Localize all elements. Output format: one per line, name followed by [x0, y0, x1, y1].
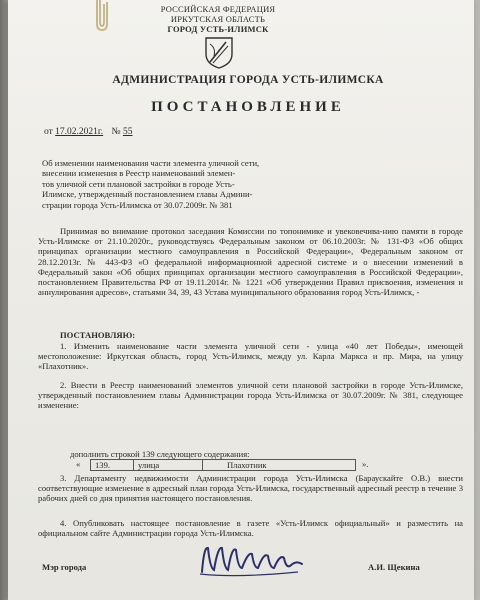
authority-title: АДМИНИСТРАЦИЯ ГОРОДА УСТЬ-ИЛИМСКА	[112, 74, 384, 86]
resolve-heading	[38, 330, 463, 340]
document-number: 55	[122, 127, 133, 137]
row-close-quote: ».	[362, 459, 369, 469]
item-2-sub-text: дополнить строкой 139 следующего содержания:	[70, 449, 250, 459]
number-prefix: №	[111, 127, 121, 137]
date-line	[44, 127, 132, 137]
subject-line: внесении изменения в Реестр наименований элемен-	[42, 168, 236, 179]
paper-clip-icon	[92, 0, 112, 32]
subject-line: Об изменении наименования части элемента уличной сети,	[42, 158, 260, 168]
preamble-text: Принимая во внимание протокол заседания Комиссии по топонимике и увековечива-нию памяти в городе Усть-Илимске от 21.10.2020г., руководствуясь Федеральным законом от 06.10.2003г. № 131-ФЗ «Об общих принципах организации местного самоуправления в Российской Федерации», Федеральным законом от 28.12.2013г. № 443-ФЗ «О федеральной информационной адресной системе и о внесении изменений в Федеральный закон «Об общих принципах организации местного самоуправления в Российской Федерации», постановлением Правительства РФ от 19.11.2014г. № 1221 «Об утверждении Правил присвоения, изменения и аннулирования адресов», статьями 34, 39, 43 Устава муниципального образования город Усть-Илимск, -	[38, 226, 463, 298]
subject-line: тов уличной сети плановой застройки в городе Усть-	[42, 178, 235, 189]
row-open-quote: «	[76, 459, 81, 469]
signatory-title: Мэр города	[42, 562, 87, 572]
preamble-paragraph	[38, 226, 463, 297]
document-type-title: ПОСТАНОВЛЕНИЕ	[151, 99, 345, 115]
table-row	[91, 460, 356, 471]
item-4	[38, 518, 463, 538]
subject-block	[42, 158, 292, 210]
row-name-cell: Плахотник	[203, 460, 356, 471]
item-3	[38, 473, 463, 504]
item-2-subline	[70, 449, 370, 459]
registry-row-table	[90, 459, 356, 471]
header-country: РОССИЙСКАЯ ФЕДЕРАЦИЯ	[160, 4, 276, 14]
subject-line: Илимске, утвержденный постановлением главы Админи-	[42, 189, 253, 200]
item-3-text: 3. Департаменту недвижимости Администрации города Усть-Илимска (Бараускайте О.В.) внести соответствующие изменение в адресный план города Усть-Илимска, государственный адресный реестр в течение 3 рабочих дней со дня принятия настоящего постановления.	[38, 473, 463, 504]
item-1	[38, 341, 463, 372]
item-4-text: 4. Опубликовать настоящее постановление в газете «Усть-Илимск официальный» и разместить на официальном сайте Администрации города Усть-Илимска.	[38, 518, 463, 539]
item-2-text: 2. Внести в Реестр наименований элементов уличной сети плановой застройки в городе Усть-Илимске, утвержденный постановлением главы Администрации города Усть-Илимска от 30.07.2009г. № 381, следующее изменение:	[38, 380, 463, 411]
item-2	[38, 380, 463, 411]
date-prefix: от	[44, 127, 53, 137]
header-region: ИРКУТСКАЯ ОБЛАСТЬ	[170, 14, 266, 24]
handwritten-signature	[198, 538, 308, 580]
document-page	[8, 0, 474, 600]
row-type-cell: улица	[134, 460, 203, 471]
header-city: ГОРОД УСТЬ-ИЛИМСК	[167, 24, 269, 34]
item-1-text: 1. Изменить наименование части элемента уличной сети - улица «40 лет Победы», имеющей местоположение: Иркутская область, город Усть-Илимск, между ул. Карла Маркса и пр. Мира, на улицу «Плахотник».	[38, 341, 463, 372]
row-number-cell: 139.	[91, 460, 134, 471]
signatory-name: А.И. Щекина	[368, 562, 420, 572]
resolve-text: ПОСТАНОВЛЯЮ:	[60, 330, 136, 340]
coat-of-arms-icon	[204, 36, 234, 70]
document-date: 17.02.2021г.	[55, 127, 104, 137]
subject-line: страции города Усть-Илимска от 30.07.2009г. № 381	[42, 199, 233, 210]
